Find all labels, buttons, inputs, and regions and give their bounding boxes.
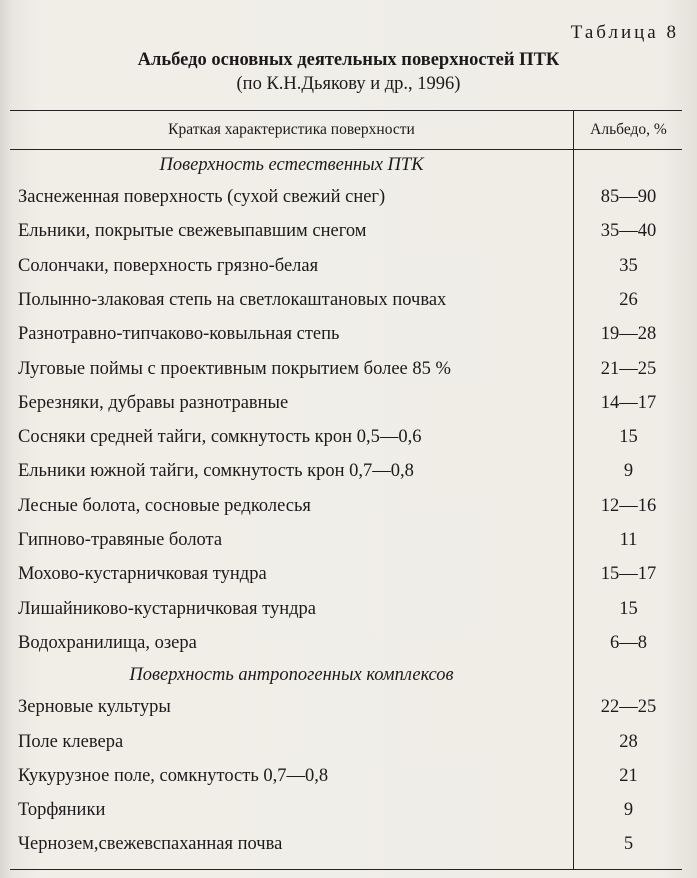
albedo-value: 15 bbox=[619, 598, 638, 619]
albedo-value: 6—8 bbox=[610, 632, 647, 653]
albedo-value: 26 bbox=[619, 289, 638, 310]
table-row bbox=[10, 828, 682, 862]
albedo-value: 9 bbox=[623, 800, 634, 821]
table-row bbox=[10, 387, 682, 421]
surface-label: Ельники, покрытые свежевыпавшим снегом bbox=[18, 221, 367, 242]
table-row bbox=[10, 181, 682, 215]
table-row bbox=[10, 794, 682, 828]
surface-label: Зерновые культуры bbox=[18, 697, 171, 718]
surface-label: Луговые поймы с проективным покрытием более 85 % bbox=[18, 358, 451, 379]
surface-label: Водохранилища, озера bbox=[18, 632, 197, 653]
albedo-value: 28 bbox=[619, 731, 638, 752]
header-characteristic: Краткая характеристика поверхности bbox=[168, 121, 415, 138]
table-row bbox=[10, 627, 682, 661]
table-row bbox=[10, 215, 682, 249]
surface-label: Лишайниково-кустарничковая тундра bbox=[18, 598, 316, 619]
surface-label: Мохово-кустарничковая тундра bbox=[18, 564, 267, 585]
albedo-value: 35—40 bbox=[600, 221, 657, 242]
surface-label: Поле клевера bbox=[18, 731, 124, 752]
table-row bbox=[10, 558, 682, 592]
header-albedo: Альбедо, % bbox=[590, 121, 667, 138]
surface-label: Гипново-травяные болота bbox=[18, 530, 223, 550]
table-row bbox=[10, 760, 682, 794]
table-row bbox=[10, 421, 682, 455]
surface-label: Лесные болота, сосновые редколесья bbox=[18, 495, 311, 516]
surface-label: Разнотравно-типчаково-ковыльная степь bbox=[18, 324, 340, 345]
albedo-value: 5 bbox=[623, 834, 634, 855]
surface-label: Солончаки, поверхность грязно-белая bbox=[18, 255, 319, 276]
albedo-value: 35 bbox=[619, 255, 638, 276]
surface-label: Чернозем,свежевспаханная почва bbox=[18, 834, 283, 855]
surface-label: Торфяники bbox=[18, 800, 106, 821]
albedo-value: 12—16 bbox=[600, 495, 657, 516]
table-row bbox=[10, 353, 682, 387]
surface-label: Березняки, дубравы разнотравные bbox=[18, 392, 289, 413]
table-subtitle: (по К.Н.Дьякову и др., 1996) bbox=[236, 74, 461, 94]
surface-label: Сосняки средней тайги, сомкнутость крон 0,5—0,6 bbox=[18, 427, 422, 448]
albedo-value: 11 bbox=[619, 530, 638, 550]
albedo-value: 21—25 bbox=[600, 358, 657, 379]
table-header bbox=[10, 111, 682, 150]
table-row bbox=[10, 691, 682, 725]
table-row bbox=[10, 455, 682, 489]
section-title: Поверхность антропогенных комплексов bbox=[129, 665, 454, 686]
surface-label: Ельники южной тайги, сомкнутость крон 0,7—0,8 bbox=[18, 461, 414, 482]
table-row bbox=[10, 318, 682, 352]
albedo-value: 15 bbox=[619, 427, 638, 448]
albedo-value: 9 bbox=[623, 461, 634, 482]
table-row bbox=[10, 284, 682, 318]
surface-label: Заснеженная поверхность (сухой свежий снег) bbox=[18, 187, 386, 207]
surface-label: Кукурузное поле, сомкнутость 0,7—0,8 bbox=[18, 765, 329, 786]
albedo-value: 19—28 bbox=[600, 324, 657, 345]
albedo-value: 21 bbox=[619, 765, 638, 786]
table-row bbox=[10, 250, 682, 284]
surface-label: Полынно-злаковая степь на светлокаштановых почвах bbox=[18, 289, 447, 310]
albedo-value: 15—17 bbox=[600, 564, 657, 585]
albedo-value: 14—17 bbox=[600, 392, 657, 413]
albedo-value: 85—90 bbox=[600, 187, 657, 207]
table-row bbox=[10, 490, 682, 524]
section-title: Поверхность естественных ПТК bbox=[159, 155, 424, 175]
table-number: Таблица 8 bbox=[570, 22, 679, 43]
albedo-table bbox=[10, 110, 682, 870]
table-row bbox=[10, 726, 682, 760]
albedo-value: 22—25 bbox=[600, 697, 657, 718]
table-title: Альбедо основных деятельных поверхностей ПТК bbox=[137, 50, 560, 70]
table-row bbox=[10, 593, 682, 627]
table-row bbox=[10, 524, 682, 558]
